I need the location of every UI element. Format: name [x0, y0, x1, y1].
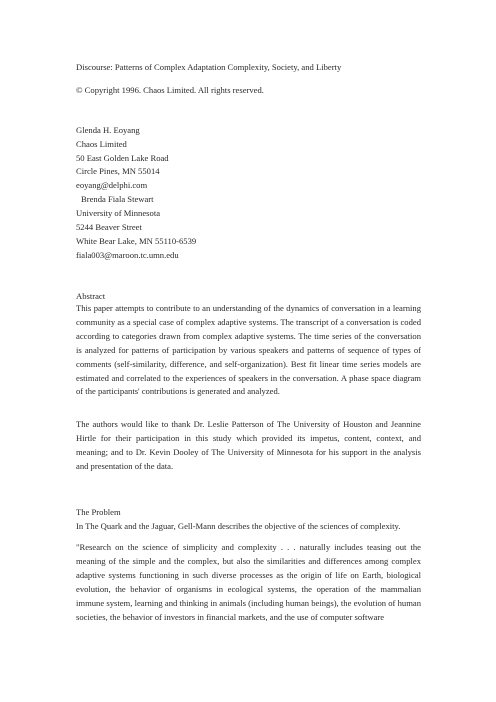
abstract-heading: Abstract: [76, 291, 106, 301]
acknowledgement: The authors would like to thank Dr. Leslie Patterson of The University of Houston and Jeannine Hirtle for their participation in this study which provided its impetus, content, context, and meaning; and to Dr. Kevin Dooley of The University of Minnesota for his support in the analysis and presentation of the data.: [76, 419, 421, 471]
quote-paragraph: "Research on the science of simplicity and complexity . . . naturally includes teasing out the meaning of the simple and the complex, but also the similarities and differences among complex adaptive systems functioning in such diverse processes as the origin of life on Earth, biological evolution, the behavior of organisms in ecological systems, the operation of the mammalian immune system, learning and thinking in animals (including human beings), the evolution of human societies, the behavior of investors in financial markets, and the use of computer software: [76, 542, 421, 622]
author2-street: 5244 Beaver Street: [76, 222, 142, 232]
author1-name: Glenda H. Eoyang: [76, 125, 140, 135]
author2-org: University of Minnesota: [76, 208, 161, 218]
author1-email: eoyang@delphi.com: [76, 180, 148, 190]
author1-street: 50 East Golden Lake Road: [76, 153, 169, 163]
abstract-body: This paper attempts to contribute to an understanding of the dynamics of conversation in a learning community as a special case of complex adaptive systems. The transcript of a conversation is coded according to categories drawn from complex adaptive systems. The time series of the conversation is analyzed for patterns of participation by various speakers and patterns of sequence of types of comments (self-similarity, difference, and self-organization). Best fit linear time series models are estimated and correlated to the experiences of speakers in the conversation. A phase space diagram of the participants' contributions is generated and analyzed.: [76, 303, 421, 397]
paper-title: Discourse: Patterns of Complex Adaptation Complexity, Society, and Liberty: [76, 62, 342, 72]
problem-intro: In The Quark and the Jaguar, Gell-Mann describes the objective of the sciences of complexity.: [76, 521, 401, 531]
copyright-notice: © Copyright 1996. Chaos Limited. All rights reserved.: [76, 85, 264, 95]
author1-city: Circle Pines, MN 55014: [76, 166, 160, 176]
problem-heading: The Problem: [76, 507, 121, 517]
author2-city: White Bear Lake, MN 55110-6539: [76, 236, 197, 246]
author2-email: fiala003@maroon.tc.umn.edu: [76, 250, 179, 260]
author1-org: Chaos Limited: [76, 139, 127, 149]
author2-name: Brenda Fiala Stewart: [81, 194, 154, 204]
